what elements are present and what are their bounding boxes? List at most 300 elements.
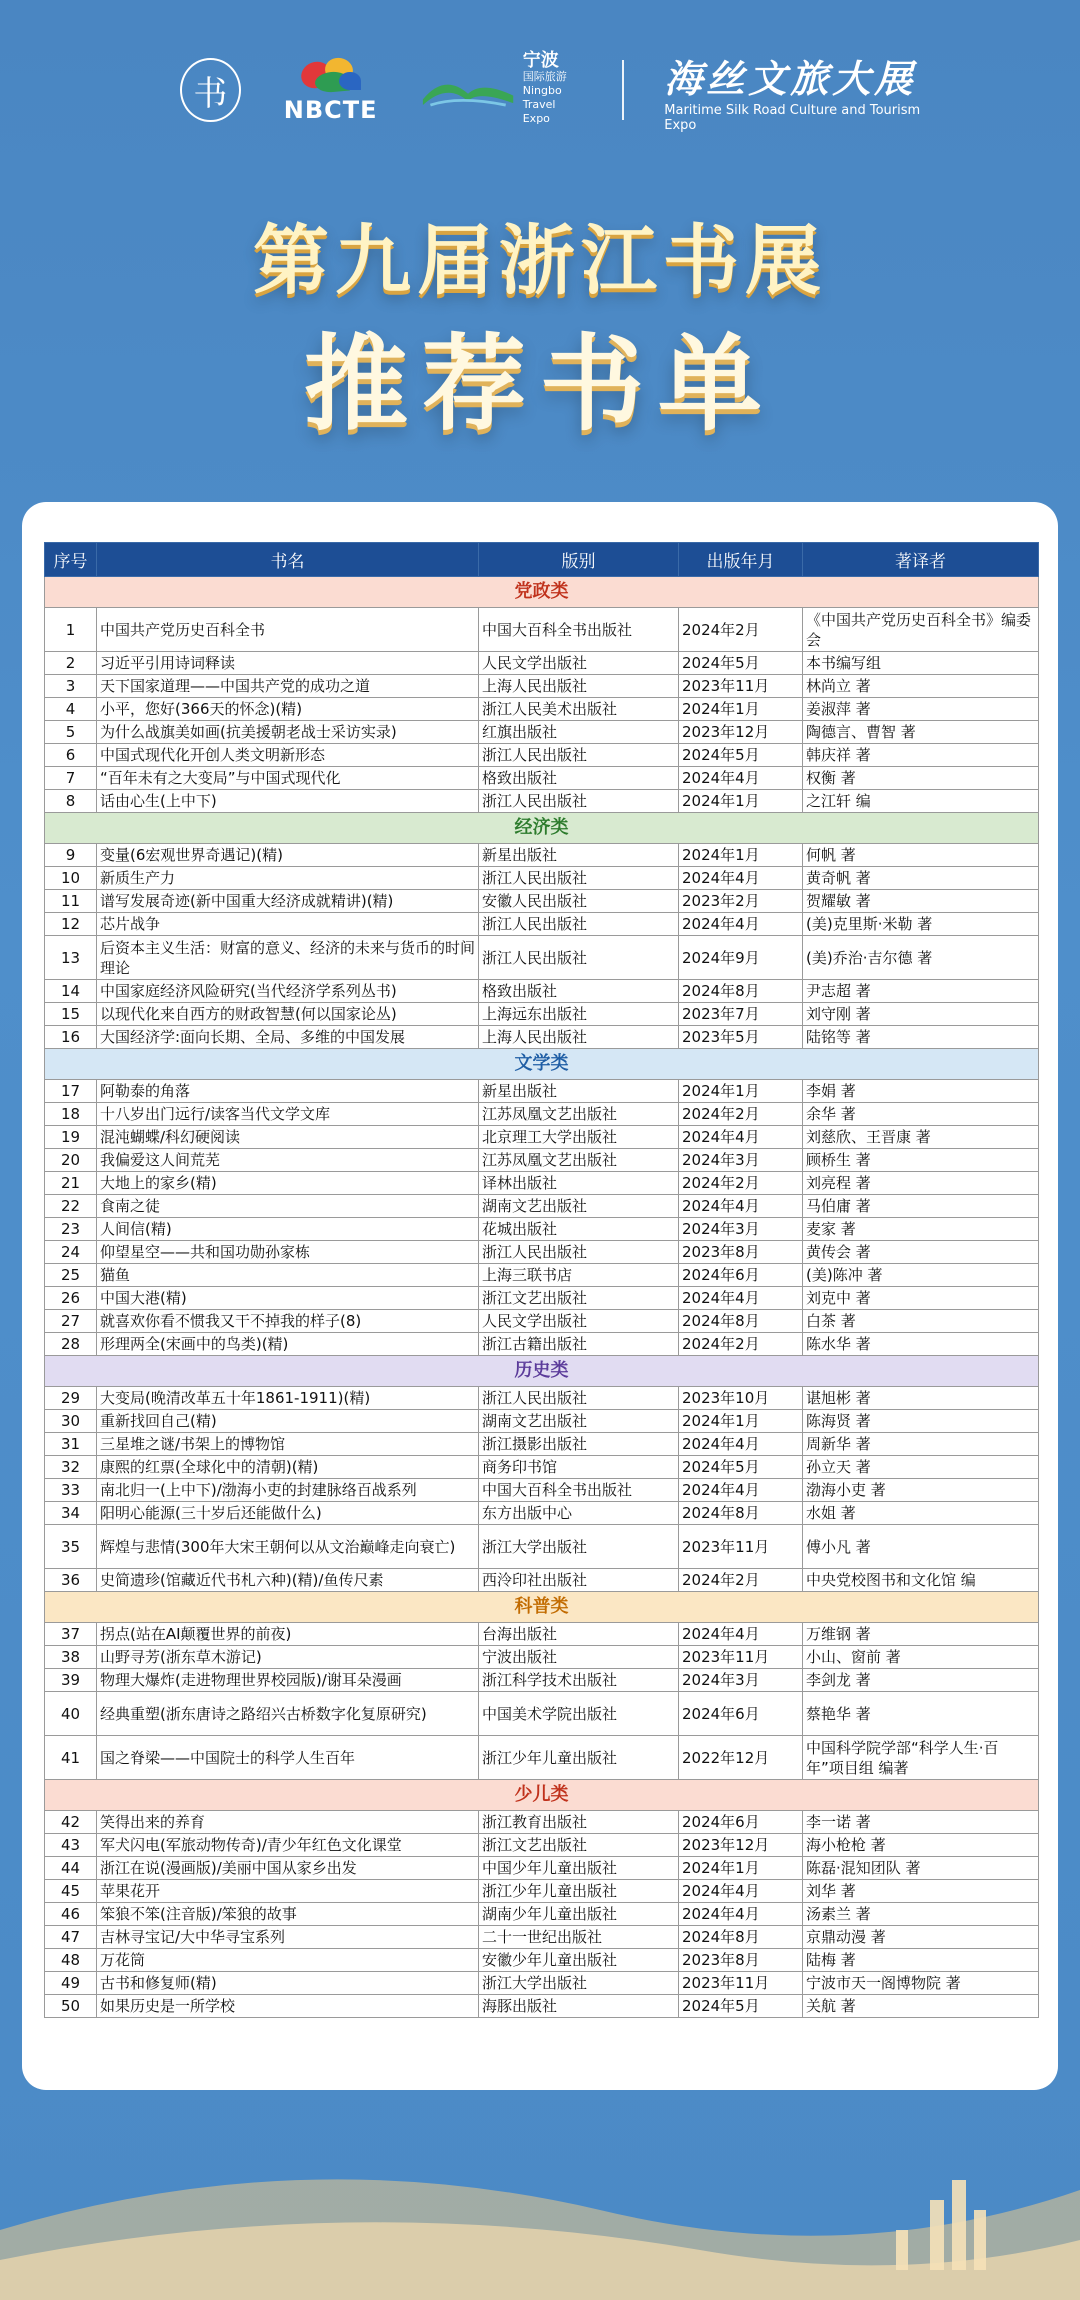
- cell-author: 汤素兰 著: [803, 1903, 1039, 1926]
- table-row: [45, 1646, 1039, 1669]
- cell-author: 马伯庸 著: [803, 1195, 1039, 1218]
- cell-date: 2024年4月: [679, 1880, 803, 1903]
- cell-date: 2024年2月: [679, 1103, 803, 1126]
- silk-road-expo-logo: [664, 48, 940, 133]
- cell-date: 2023年5月: [679, 1026, 803, 1049]
- cell-author: 李一诺 著: [803, 1811, 1039, 1834]
- ningbo-sub3: Travel Expo: [522, 98, 556, 125]
- cell-date: 2024年5月: [679, 1456, 803, 1479]
- table-row: [45, 1479, 1039, 1502]
- cell-no: 36: [45, 1569, 97, 1592]
- cell-publisher: 台海出版社: [479, 1623, 679, 1646]
- cell-no: 35: [45, 1525, 97, 1569]
- table-row: [45, 1287, 1039, 1310]
- cell-date: 2024年1月: [679, 790, 803, 813]
- cell-no: 27: [45, 1310, 97, 1333]
- cell-publisher: 浙江人民出版社: [479, 1241, 679, 1264]
- cell-author: 陈磊·混知团队 著: [803, 1857, 1039, 1880]
- cell-publisher: 安徽人民出版社: [479, 890, 679, 913]
- cell-author: 之江轩 编: [803, 790, 1039, 813]
- cell-no: 13: [45, 936, 97, 980]
- cell-publisher: 海豚出版社: [479, 1995, 679, 2018]
- cell-publisher: 江苏凤凰文艺出版社: [479, 1103, 679, 1126]
- table-row: [45, 1149, 1039, 1172]
- cell-date: 2024年2月: [679, 1569, 803, 1592]
- cell-author: 尹志超 著: [803, 980, 1039, 1003]
- cell-date: 2024年4月: [679, 1479, 803, 1502]
- cell-author: 蔡艳华 著: [803, 1692, 1039, 1736]
- cell-date: 2023年12月: [679, 721, 803, 744]
- cell-no: 43: [45, 1834, 97, 1857]
- cell-date: 2024年1月: [679, 1857, 803, 1880]
- cell-date: 2024年4月: [679, 1195, 803, 1218]
- cell-publisher: 浙江人民出版社: [479, 936, 679, 980]
- cell-author: 陈海贤 著: [803, 1410, 1039, 1433]
- cell-date: 2024年4月: [679, 1433, 803, 1456]
- table-row: [45, 1195, 1039, 1218]
- cell-no: 3: [45, 675, 97, 698]
- cell-publisher: 花城出版社: [479, 1218, 679, 1241]
- table-row: [45, 1736, 1039, 1780]
- nbcte-mark-icon: [281, 56, 381, 96]
- cell-no: 10: [45, 867, 97, 890]
- cell-author: 渤海小吏 著: [803, 1479, 1039, 1502]
- cell-publisher: 上海三联书店: [479, 1264, 679, 1287]
- cell-publisher: 浙江少年儿童出版社: [479, 1880, 679, 1903]
- cell-date: 2023年12月: [679, 1834, 803, 1857]
- cell-no: 24: [45, 1241, 97, 1264]
- cell-date: 2024年6月: [679, 1264, 803, 1287]
- cell-title: “百年未有之大变局”与中国式现代化: [97, 767, 479, 790]
- category-row: [45, 1049, 1039, 1080]
- cell-date: 2024年3月: [679, 1149, 803, 1172]
- cell-no: 39: [45, 1669, 97, 1692]
- cell-author: 林尚立 著: [803, 675, 1039, 698]
- cell-no: 28: [45, 1333, 97, 1356]
- cell-title: 人间信(精): [97, 1218, 479, 1241]
- cell-publisher: 东方出版中心: [479, 1502, 679, 1525]
- cell-author: 贺耀敏 著: [803, 890, 1039, 913]
- cell-title: 大国经济学:面向长期、全局、多维的中国发展: [97, 1026, 479, 1049]
- cell-publisher: 二十一世纪出版社: [479, 1926, 679, 1949]
- cell-date: 2024年8月: [679, 1502, 803, 1525]
- cell-date: 2024年1月: [679, 844, 803, 867]
- cell-publisher: 安徽少年儿童出版社: [479, 1949, 679, 1972]
- cell-title: 古书和修复师(精): [97, 1972, 479, 1995]
- cell-no: 48: [45, 1949, 97, 1972]
- cell-author: 京鼎动漫 著: [803, 1926, 1039, 1949]
- table-row: [45, 1103, 1039, 1126]
- category-row: [45, 577, 1039, 608]
- cell-title: 猫鱼: [97, 1264, 479, 1287]
- header-no: 序号: [45, 543, 97, 577]
- cell-title: 辉煌与悲情(300年大宋王朝何以从文治巅峰走向衰亡): [97, 1525, 479, 1569]
- category-label: 科普类: [45, 1592, 1039, 1623]
- cell-publisher: 人民文学出版社: [479, 652, 679, 675]
- cell-title: 中国式现代化开创人类文明新形态: [97, 744, 479, 767]
- table-row: [45, 980, 1039, 1003]
- cell-author: 李剑龙 著: [803, 1669, 1039, 1692]
- cell-author: 宁波市天一阁博物院 著: [803, 1972, 1039, 1995]
- cell-no: 38: [45, 1646, 97, 1669]
- cell-title: 中国共产党历史百科全书: [97, 608, 479, 652]
- cell-title: 物理大爆炸(走进物理世界校园版)/谢耳朵漫画: [97, 1669, 479, 1692]
- cell-date: 2024年5月: [679, 652, 803, 675]
- cell-no: 19: [45, 1126, 97, 1149]
- silk-road-cn: 海丝文旅大展: [664, 55, 917, 101]
- cell-no: 20: [45, 1149, 97, 1172]
- cell-date: 2024年5月: [679, 744, 803, 767]
- cell-author: 刘守刚 著: [803, 1003, 1039, 1026]
- cell-date: 2024年4月: [679, 1126, 803, 1149]
- cell-title: 仰望星空——共和国功勋孙家栋: [97, 1241, 479, 1264]
- cell-no: 21: [45, 1172, 97, 1195]
- category-row: [45, 1592, 1039, 1623]
- cell-title: 史简遗珍(馆藏近代书札六种)(精)/鱼传尺素: [97, 1569, 479, 1592]
- cell-publisher: 宁波出版社: [479, 1646, 679, 1669]
- book-logo-mark: 书: [193, 73, 228, 114]
- cell-title: 笑得出来的养育: [97, 1811, 479, 1834]
- cell-date: 2024年1月: [679, 698, 803, 721]
- table-row: [45, 936, 1039, 980]
- table-header-row: [45, 543, 1039, 577]
- cell-title: 新质生产力: [97, 867, 479, 890]
- header-publisher: 版别: [479, 543, 679, 577]
- cell-title: 以现代化来自西方的财政智慧(何以国家论丛): [97, 1003, 479, 1026]
- cell-publisher: 格致出版社: [479, 767, 679, 790]
- cell-title: 形理两全(宋画中的鸟类)(精): [97, 1333, 479, 1356]
- cell-date: 2022年12月: [679, 1736, 803, 1780]
- book-list-card: [22, 502, 1058, 2090]
- table-row: [45, 675, 1039, 698]
- cell-no: 7: [45, 767, 97, 790]
- cell-publisher: 浙江文艺出版社: [479, 1287, 679, 1310]
- book-list-table: [44, 542, 1039, 2018]
- cell-date: 2024年4月: [679, 867, 803, 890]
- cell-publisher: 中国大百科全书出版社: [479, 608, 679, 652]
- table-row: [45, 790, 1039, 813]
- cell-title: 大地上的家乡(精): [97, 1172, 479, 1195]
- cell-no: 22: [45, 1195, 97, 1218]
- cell-author: 海小枪枪 著: [803, 1834, 1039, 1857]
- cell-author: 刘慈欣、王晋康 著: [803, 1126, 1039, 1149]
- table-row: [45, 1995, 1039, 2018]
- cell-title: 习近平引用诗词释读: [97, 652, 479, 675]
- table-row: [45, 1387, 1039, 1410]
- cell-publisher: 译林出版社: [479, 1172, 679, 1195]
- cell-title: 吉林寻宝记/大中华寻宝系列: [97, 1926, 479, 1949]
- cell-no: 23: [45, 1218, 97, 1241]
- cell-date: 2023年11月: [679, 675, 803, 698]
- cell-no: 50: [45, 1995, 97, 2018]
- cell-date: 2023年11月: [679, 1525, 803, 1569]
- cell-no: 15: [45, 1003, 97, 1026]
- table-row: [45, 698, 1039, 721]
- book-fair-logo: [180, 58, 241, 122]
- cell-no: 4: [45, 698, 97, 721]
- table-row: [45, 1310, 1039, 1333]
- cell-no: 29: [45, 1387, 97, 1410]
- table-row: [45, 652, 1039, 675]
- cell-author: 傅小凡 著: [803, 1525, 1039, 1569]
- cell-publisher: 上海人民出版社: [479, 1026, 679, 1049]
- cell-no: 16: [45, 1026, 97, 1049]
- cell-publisher: 浙江人民出版社: [479, 790, 679, 813]
- cell-publisher: 中国大百科全书出版社: [479, 1479, 679, 1502]
- cell-no: 37: [45, 1623, 97, 1646]
- cell-author: (美)陈冲 著: [803, 1264, 1039, 1287]
- cell-no: 47: [45, 1926, 97, 1949]
- cell-no: 12: [45, 913, 97, 936]
- cell-title: 拐点(站在AI颠覆世界的前夜): [97, 1623, 479, 1646]
- cell-date: 2023年7月: [679, 1003, 803, 1026]
- cell-author: 白茶 著: [803, 1310, 1039, 1333]
- category-row: [45, 1780, 1039, 1811]
- cell-no: 33: [45, 1479, 97, 1502]
- cell-author: 黄传会 著: [803, 1241, 1039, 1264]
- table-row: [45, 1623, 1039, 1646]
- cell-title: 南北归一(上中下)/渤海小吏的封建脉络百战系列: [97, 1479, 479, 1502]
- cell-author: 陆梅 著: [803, 1949, 1039, 1972]
- cell-author: 水姐 著: [803, 1502, 1039, 1525]
- table-row: [45, 1949, 1039, 1972]
- cell-title: 混沌蝴蝶/科幻硬阅读: [97, 1126, 479, 1149]
- cell-publisher: 浙江大学出版社: [479, 1525, 679, 1569]
- table-row: [45, 1903, 1039, 1926]
- cell-title: 话由心生(上中下): [97, 790, 479, 813]
- table-row: [45, 1218, 1039, 1241]
- cell-date: 2024年4月: [679, 1287, 803, 1310]
- header-author: 著译者: [803, 543, 1039, 577]
- nbcte-text: NBCTE: [283, 96, 378, 124]
- cell-publisher: 浙江古籍出版社: [479, 1333, 679, 1356]
- cell-no: 46: [45, 1903, 97, 1926]
- cell-title: 苹果花开: [97, 1880, 479, 1903]
- cell-title: 芯片战争: [97, 913, 479, 936]
- cell-author: (美)克里斯·米勒 著: [803, 913, 1039, 936]
- category-row: [45, 813, 1039, 844]
- header-title: 书名: [97, 543, 479, 577]
- cell-date: 2024年6月: [679, 1811, 803, 1834]
- table-row: [45, 608, 1039, 652]
- table-row: [45, 1003, 1039, 1026]
- cell-date: 2024年8月: [679, 1310, 803, 1333]
- cell-publisher: 浙江文艺出版社: [479, 1834, 679, 1857]
- table-row: [45, 1926, 1039, 1949]
- table-row: [45, 913, 1039, 936]
- cell-publisher: 新星出版社: [479, 844, 679, 867]
- cell-publisher: 北京理工大学出版社: [479, 1126, 679, 1149]
- table-row: [45, 1525, 1039, 1569]
- cell-author: 孙立天 著: [803, 1456, 1039, 1479]
- cell-author: 余华 著: [803, 1103, 1039, 1126]
- cell-date: 2024年4月: [679, 767, 803, 790]
- cell-date: 2023年8月: [679, 1949, 803, 1972]
- table-row: [45, 1569, 1039, 1592]
- cell-title: 天下国家道理——中国共产党的成功之道: [97, 675, 479, 698]
- cell-publisher: 浙江人民出版社: [479, 867, 679, 890]
- cell-author: 周新华 著: [803, 1433, 1039, 1456]
- cell-title: 阿勒泰的角落: [97, 1080, 479, 1103]
- cell-date: 2024年3月: [679, 1218, 803, 1241]
- cell-publisher: 浙江少年儿童出版社: [479, 1736, 679, 1780]
- cell-no: 44: [45, 1857, 97, 1880]
- cell-publisher: 湖南文艺出版社: [479, 1410, 679, 1433]
- cell-no: 26: [45, 1287, 97, 1310]
- table-row: [45, 1264, 1039, 1287]
- table-row: [45, 1080, 1039, 1103]
- page-title: 第九届浙江书展: [253, 216, 827, 305]
- cell-publisher: 浙江科学技术出版社: [479, 1669, 679, 1692]
- mountain-wave-icon: [421, 70, 515, 110]
- cell-date: 2024年1月: [679, 1410, 803, 1433]
- cell-title: 中国大港(精): [97, 1287, 479, 1310]
- cell-no: 8: [45, 790, 97, 813]
- table-row: [45, 1834, 1039, 1857]
- header-date: 出版年月: [679, 543, 803, 577]
- cell-title: 国之脊梁——中国院士的科学人生百年: [97, 1736, 479, 1780]
- cell-publisher: 商务印书馆: [479, 1456, 679, 1479]
- cell-date: 2024年2月: [679, 1172, 803, 1195]
- cell-title: 就喜欢你看不惯我又干不掉我的样子(8): [97, 1310, 479, 1333]
- cell-date: 2024年8月: [679, 980, 803, 1003]
- cell-no: 18: [45, 1103, 97, 1126]
- cell-title: 为什么战旗美如画(抗美援朝老战士采访实录): [97, 721, 479, 744]
- cell-no: 34: [45, 1502, 97, 1525]
- cell-title: 变量(6宏观世界奇遇记)(精): [97, 844, 479, 867]
- cell-publisher: 格致出版社: [479, 980, 679, 1003]
- header-logos: [180, 40, 940, 140]
- table-row: [45, 1811, 1039, 1834]
- cell-author: 陶德言、曹智 著: [803, 721, 1039, 744]
- cell-author: 顾桥生 著: [803, 1149, 1039, 1172]
- cell-no: 45: [45, 1880, 97, 1903]
- cell-no: 2: [45, 652, 97, 675]
- table-row: [45, 1026, 1039, 1049]
- cell-author: 刘克中 著: [803, 1287, 1039, 1310]
- table-row: [45, 890, 1039, 913]
- cell-no: 5: [45, 721, 97, 744]
- table-row: [45, 867, 1039, 890]
- cell-title: 后资本主义生活：财富的意义、经济的未来与货币的时间理论: [97, 936, 479, 980]
- cell-publisher: 浙江摄影出版社: [479, 1433, 679, 1456]
- category-label: 经济类: [45, 813, 1039, 844]
- cell-date: 2024年2月: [679, 608, 803, 652]
- cell-author: 中国科学院学部“科学人生·百年”项目组 编著: [803, 1736, 1039, 1780]
- cell-title: 谱写发展奇迹(新中国重大经济成就精讲)(精): [97, 890, 479, 913]
- cell-author: 姜淑萍 著: [803, 698, 1039, 721]
- cell-no: 40: [45, 1692, 97, 1736]
- table-row: [45, 1972, 1039, 1995]
- cell-author: 韩庆祥 著: [803, 744, 1039, 767]
- cell-publisher: 江苏凤凰文艺出版社: [479, 1149, 679, 1172]
- cell-no: 30: [45, 1410, 97, 1433]
- cell-publisher: 浙江人民美术出版社: [479, 698, 679, 721]
- cell-title: 大变局(晚清改革五十年1861-1911)(精): [97, 1387, 479, 1410]
- bottom-decoration: [0, 2080, 1080, 2300]
- cell-no: 17: [45, 1080, 97, 1103]
- table-row: [45, 1433, 1039, 1456]
- cell-author: 刘华 著: [803, 1880, 1039, 1903]
- cell-publisher: 西泠印社出版社: [479, 1569, 679, 1592]
- cell-title: 如果历史是一所学校: [97, 1995, 479, 2018]
- cell-date: 2024年8月: [679, 1926, 803, 1949]
- table-row: [45, 1880, 1039, 1903]
- cell-date: 2023年11月: [679, 1972, 803, 1995]
- cell-publisher: 新星出版社: [479, 1080, 679, 1103]
- cell-title: 浙江在说(漫画版)/美丽中国从家乡出发: [97, 1857, 479, 1880]
- cell-no: 14: [45, 980, 97, 1003]
- cell-no: 31: [45, 1433, 97, 1456]
- table-row: [45, 1410, 1039, 1433]
- silk-road-en: Maritime Silk Road Culture and Tourism Expo: [664, 102, 921, 133]
- cell-author: 陈水华 著: [803, 1333, 1039, 1356]
- ningbo-sub2: Ningbo: [522, 84, 562, 97]
- cell-no: 25: [45, 1264, 97, 1287]
- cell-author: 黄奇帆 著: [803, 867, 1039, 890]
- cell-publisher: 浙江教育出版社: [479, 1811, 679, 1834]
- cell-date: 2023年11月: [679, 1646, 803, 1669]
- cell-date: 2024年1月: [679, 1080, 803, 1103]
- cell-title: 小平，您好(366天的怀念)(精): [97, 698, 479, 721]
- cell-author: 李娟 著: [803, 1080, 1039, 1103]
- cell-no: 11: [45, 890, 97, 913]
- table-row: [45, 1669, 1039, 1692]
- table-row: [45, 1333, 1039, 1356]
- cell-no: 1: [45, 608, 97, 652]
- cell-author: 麦家 著: [803, 1218, 1039, 1241]
- cell-author: 关航 著: [803, 1995, 1039, 2018]
- cell-author: 万维钢 著: [803, 1623, 1039, 1646]
- cell-publisher: 上海远东出版社: [479, 1003, 679, 1026]
- nbcte-logo: [281, 56, 381, 124]
- cell-no: 42: [45, 1811, 97, 1834]
- cell-title: 重新找回自己(精): [97, 1410, 479, 1433]
- cell-no: 9: [45, 844, 97, 867]
- cell-publisher: 人民文学出版社: [479, 1310, 679, 1333]
- cell-publisher: 浙江人民出版社: [479, 744, 679, 767]
- cell-date: 2024年2月: [679, 1333, 803, 1356]
- cell-title: 十八岁出门远行/读客当代文学文库: [97, 1103, 479, 1126]
- cell-author: (美)乔治·吉尔德 著: [803, 936, 1039, 980]
- cell-author: 本书编写组: [803, 652, 1039, 675]
- cell-date: 2024年9月: [679, 936, 803, 980]
- cell-title: 我偏爱这人间荒芜: [97, 1149, 479, 1172]
- table-row: [45, 1456, 1039, 1479]
- cell-publisher: 中国美术学院出版社: [479, 1692, 679, 1736]
- cell-title: 阳明心能源(三十岁后还能做什么): [97, 1502, 479, 1525]
- table-row: [45, 1502, 1039, 1525]
- category-label: 历史类: [45, 1356, 1039, 1387]
- cell-title: 食南之徒: [97, 1195, 479, 1218]
- cell-title: 笨狼不笨(注音版)/笨狼的故事: [97, 1903, 479, 1926]
- table-row: [45, 1857, 1039, 1880]
- table-row: [45, 721, 1039, 744]
- table-row: [45, 1241, 1039, 1264]
- page-subtitle: 推荐书单: [303, 323, 776, 445]
- cell-no: 6: [45, 744, 97, 767]
- cell-date: 2023年10月: [679, 1387, 803, 1410]
- cell-publisher: 湖南文艺出版社: [479, 1195, 679, 1218]
- cell-date: 2023年8月: [679, 1241, 803, 1264]
- cell-publisher: 浙江大学出版社: [479, 1972, 679, 1995]
- table-row: [45, 767, 1039, 790]
- cell-date: 2023年2月: [679, 890, 803, 913]
- cell-publisher: 中国少年儿童出版社: [479, 1857, 679, 1880]
- ningbo-cn: 宁波: [522, 50, 559, 71]
- cell-date: 2024年4月: [679, 913, 803, 936]
- cell-no: 41: [45, 1736, 97, 1780]
